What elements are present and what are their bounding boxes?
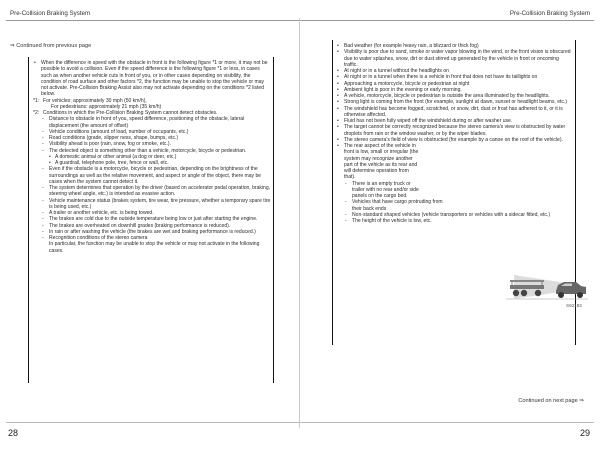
- left-page-header: Pre-Collision Braking System: [10, 10, 91, 17]
- footnote-1-mark: *1:: [33, 97, 40, 104]
- right-page-body: [336, 43, 572, 224]
- footnote-1-line-1: For vehicles; approximately 30 mph (50 km/h),: [43, 97, 147, 104]
- condition-item: - The detected object is something other than a vehicle, motorcycle, bicycle or pedestrian.: [41, 148, 271, 154]
- condition-item: - Even if the obstacle is a motorcycle, bicycle or pedestrian, depending on the brightness of the surroundings as well as the relative movement, and aspect or angle of the object, there may be cases when the system cannot detect it.: [41, 166, 271, 185]
- truck-and-car-illustration: [506, 266, 588, 306]
- continued-on-next-page: Continued on next page ⇒: [518, 398, 584, 404]
- left-footer-rule: [6, 422, 300, 423]
- condition-sub-item: • A guardrail, telephone pole, tree, fence or wall, etc.: [41, 160, 271, 166]
- camera-condition: • Visibility is poor due to sand, smoke or water vapor blowing in the wind, or the front vision is obscured due to water splashes, snow, dirt or dust stirred up generated by the vehicle in front or oncoming traffic.: [336, 49, 572, 68]
- rear-aspect-sub-item: - Vehicles that have cargo protruding from their back ends: [344, 199, 448, 212]
- left-page-body: [33, 60, 271, 254]
- condition-item: - Vehicle maintenance status (brakes system, tire wear, tire pressure, whether a temporary spare tire is being used, etc.): [41, 198, 271, 211]
- camera-condition: • Strong light is coming from the front (for example, sunlight at dawn, sunset or headlight beams, etc.): [336, 99, 572, 105]
- camera-condition: • The windshield has become fogged, scratched, or snow, dirt, dust or frost has adhered to it, or it is otherwise affected.: [336, 106, 572, 119]
- camera-condition: • The target cannot be correctly recognized because the stereo camera's view is obstructed by water droplets from rain or the window washer, or by the wiper blades.: [336, 124, 572, 137]
- condition-item: - Visibility ahead is poor (rain, snow, fog or smoke, etc.).: [41, 141, 271, 147]
- condition-item: - Recognition conditions of the stereo camera: [41, 235, 271, 241]
- right-page-header: Pre-Collision Braking System: [509, 10, 590, 17]
- left-header-rule: [6, 20, 300, 21]
- camera-condition: • The stereo camera's field of view is obstructed (for example by a canoe on the roof of the vehicle).: [336, 137, 572, 143]
- condition-item: - Distance to obstacle in front of you, speed difference, positioning of the obstacle, lateral displacement (the amount of offset): [41, 116, 271, 129]
- right-footer-rule: [300, 422, 594, 423]
- rear-aspect-sub-item: - The height of the vehicle is low, etc.: [344, 218, 572, 224]
- continued-from-previous: ⇒ Continued from previous page: [10, 43, 92, 49]
- condition-item: - Road conditions (grade, slipper ness, shape, bumps, etc.): [41, 135, 271, 141]
- condition-item: - The brakes are overheated on downhill grades (braking performance is reduced).: [41, 223, 271, 229]
- left-page-number: 28: [8, 428, 19, 438]
- camera-condition: • At night or in a tunnel without the headlights on: [336, 68, 572, 74]
- rear-aspect-sub-item: - There is an empty truck or trailer with no rear and/or side panels on the cargo bed.: [344, 181, 424, 200]
- camera-condition: • A vehicle, motorcycle, bicycle or pedestrian is outside the area illuminated by the headlights.: [336, 93, 572, 99]
- footnote-2-intro: Conditions in which the Pre-Collision Braking System cannot detect obstacles.: [43, 110, 218, 116]
- condition-item: - The system determines that operation by the driver (based on accelerator pedal operation, braking, steering wheel angle, etc.) is intended as evasive action.: [41, 185, 271, 198]
- camera-condition: • Fluid has not been fully wiped off the windshield during or after washer use.: [336, 118, 572, 124]
- rear-aspect-bullet: • The rear aspect of the vehicle in front is low, small or irregular (the system may recognize another part of the vehicle as its rear and will determine operation from that).: [336, 143, 420, 181]
- condition-item: - Vehicle conditions (amount of load, number of occupants, etc.): [41, 129, 271, 135]
- rear-aspect-sub-item: - Non-standard shaped vehicles (vehicle transporters or vehicles with a sidecar fitted, etc.): [344, 212, 572, 218]
- footnote-1: [33, 98, 271, 111]
- footnote-1-line-2: For pedestrians: approximately 21 mph (35 km/h): [51, 103, 162, 110]
- camera-condition: • Approaching a motorcycle, bicycle or pedestrian at night: [336, 81, 572, 87]
- footnote-2-mark: *2:: [33, 110, 40, 116]
- right-page-number: 29: [579, 428, 590, 438]
- figure-code: S62183: [566, 303, 582, 308]
- condition-item: - In rain or after washing the vehicle (the brakes are wet and braking performance is reduced.): [41, 229, 271, 235]
- condition-item: - The brakes are cold due to the outside temperature being low or just after starting the engine.: [41, 216, 271, 222]
- condition-item: - A trailer or another vehicle, etc. is being towed.: [41, 210, 271, 216]
- camera-condition: • At night or in a tunnel when there is a vehicle in front that does not have its taillights on: [336, 74, 572, 80]
- right-header-rule: [300, 20, 594, 21]
- condition-sub-item: • A domestic animal or other animal (a dog or deer, etc.): [41, 154, 271, 160]
- right-page: [300, 0, 600, 450]
- condition-tail: In particular, the function may be unable to stop the vehicle or may not activate in the following cases.: [49, 241, 260, 254]
- camera-condition: • Ambient light is poor in the evening or early morning.: [336, 87, 572, 93]
- camera-condition: • Bad weather (for example heavy rain, a blizzard or thick fog): [336, 43, 572, 49]
- intro-bullet: • When the difference in speed with the obstacle in front is the following figure *1 or more, it may not be possible to avoid a collision. Even if the speed difference is the following figure *1 or less, in cases such as when another vehicle cuts in front of you, or in other cases depending on visibility, the condition of road surface and other factors *2, the function may be unable to stop the vehicle or may not activate. Pre-Collision Braking Assist also may not activate depending on the conditions *2 listed below.: [33, 60, 271, 98]
